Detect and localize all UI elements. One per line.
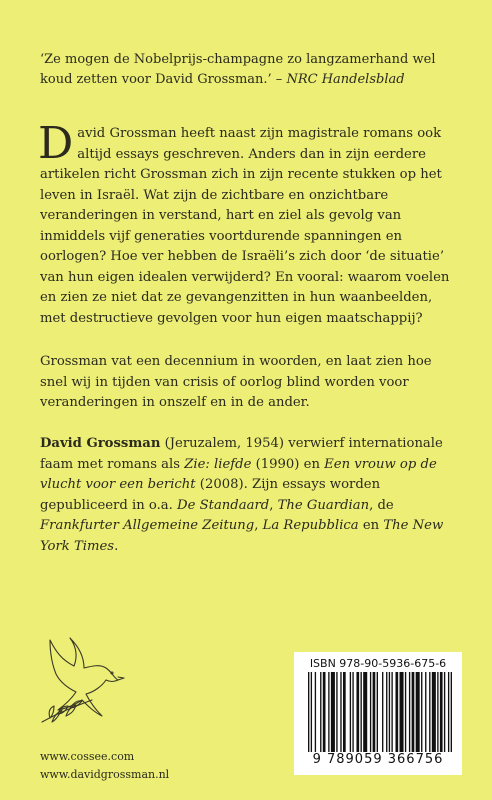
quote-text: ‘Ze mogen de Nobelprijs-champagne zo langzamerhand wel koud zetten voor David Grossman.’ – (40, 52, 436, 87)
barcode-bar (315, 672, 316, 752)
barcode-bar (373, 672, 376, 752)
barcode-bar (340, 672, 341, 752)
blurb-paragraph-2 (40, 352, 460, 414)
barcode-bar (308, 672, 309, 752)
publication-name: La Repubblica (262, 518, 359, 533)
author-name: David Grossman (40, 436, 161, 451)
barcode-bar (336, 672, 337, 752)
book-title: Zie: liefde (184, 456, 252, 472)
barcode-bar (350, 672, 351, 752)
barcode-bar (451, 672, 452, 752)
barcode-bar (320, 672, 321, 752)
barcode-bar (432, 672, 436, 752)
barcode-bar (429, 672, 430, 752)
book-title: Een vrouw op de vlucht voor een bericht (40, 456, 437, 492)
bio-text: (Jeruzalem, 1954) verwierf internationale faam met romans als (40, 436, 443, 472)
barcode-bar (356, 672, 359, 752)
barcode-bar (331, 672, 335, 752)
barcode-bar (370, 672, 371, 752)
dove-icon (32, 626, 152, 736)
barcode-bar (444, 672, 445, 752)
barcode-bar (391, 672, 392, 752)
barcode-bar (377, 672, 378, 752)
bio-text: (2008). Zijn essays worden gepubliceerd in o.a. (40, 477, 381, 513)
barcode-bar (437, 672, 438, 752)
drop-cap: D (38, 118, 74, 169)
barcode-bar (440, 672, 443, 752)
review-quote (40, 50, 460, 90)
quote-source: NRC Handelsblad (286, 72, 405, 87)
isbn-barcode (294, 652, 462, 775)
barcode-bar (416, 672, 420, 752)
publication-name: The Guardian (277, 497, 370, 513)
publication-name: The New York Times (40, 518, 444, 554)
bio-text: en (358, 518, 384, 533)
barcode-bar (360, 672, 361, 752)
barcode-bar (389, 672, 390, 752)
barcode-bar (328, 672, 329, 752)
barcode-bar (395, 672, 398, 752)
isbn-label: ISBN 978-90-5936-675-6 (309, 657, 447, 670)
barcode-bar (425, 672, 426, 752)
barcode-bar (421, 672, 422, 752)
barcode-bar (405, 672, 406, 752)
bio-text: , (269, 497, 278, 513)
author-bio (40, 434, 460, 557)
barcode-number: 9 789059 366756 (312, 752, 444, 767)
url-cossee[interactable]: www.cossee.com (40, 750, 135, 763)
barcode-bar (323, 672, 326, 752)
barcode-bar (352, 672, 353, 752)
blurb-paragraph-1 (38, 118, 460, 329)
bio-text: . (114, 538, 119, 554)
blurb-paragraph-2-text: Grossman vat een decennium in woorden, en laat zien hoe snel wij in tijden van crisis of oorlog blind worden voor veranderingen in onszelf en in de ander. (40, 354, 432, 410)
barcode-bar (311, 672, 312, 752)
bio-text: , (254, 518, 263, 533)
barcode-bar (409, 672, 410, 752)
barcode-bars (308, 672, 452, 752)
barcode-bar (343, 672, 346, 752)
barcode-bar (382, 672, 383, 752)
barcode-bar (386, 672, 387, 752)
bio-text: , de (369, 497, 394, 513)
barcode-bar (448, 672, 449, 752)
barcode-bar (412, 672, 415, 752)
blurb-paragraph-1-text: avid Grossman heeft naast zijn magistrale romans ook altijd essays geschreven. Anders dan in zijn eerdere artikelen richt Grossman zich in zijn recente stukken op het leven in Israël. Wat zijn de zichtbare en onzichtbare veranderingen in verstand, hart en ziel als gevolg van inmiddels vijf generaties voortdurende spanningen en oorlogen? Hoe ver hebben de Israëli’s zich door ‘de situatie’ van hun eigen idealen verwijderd? En vooral: waarom voelen en zien ze niet dat ze gevangenzitten in hun waanbeelden, met destructieve gevolgen voor hun eigen maatschappij? (40, 126, 450, 326)
publication-name: De Standaard (177, 497, 270, 513)
website-links (40, 748, 169, 784)
publication-name: Frankfurter Allgemeine Zeitung (40, 518, 255, 533)
url-davidgrossman[interactable]: www.davidgrossman.nl (40, 768, 170, 781)
barcode-bar (400, 672, 404, 752)
bio-text: (1990) en (251, 456, 325, 472)
barcode-bar (363, 672, 367, 752)
